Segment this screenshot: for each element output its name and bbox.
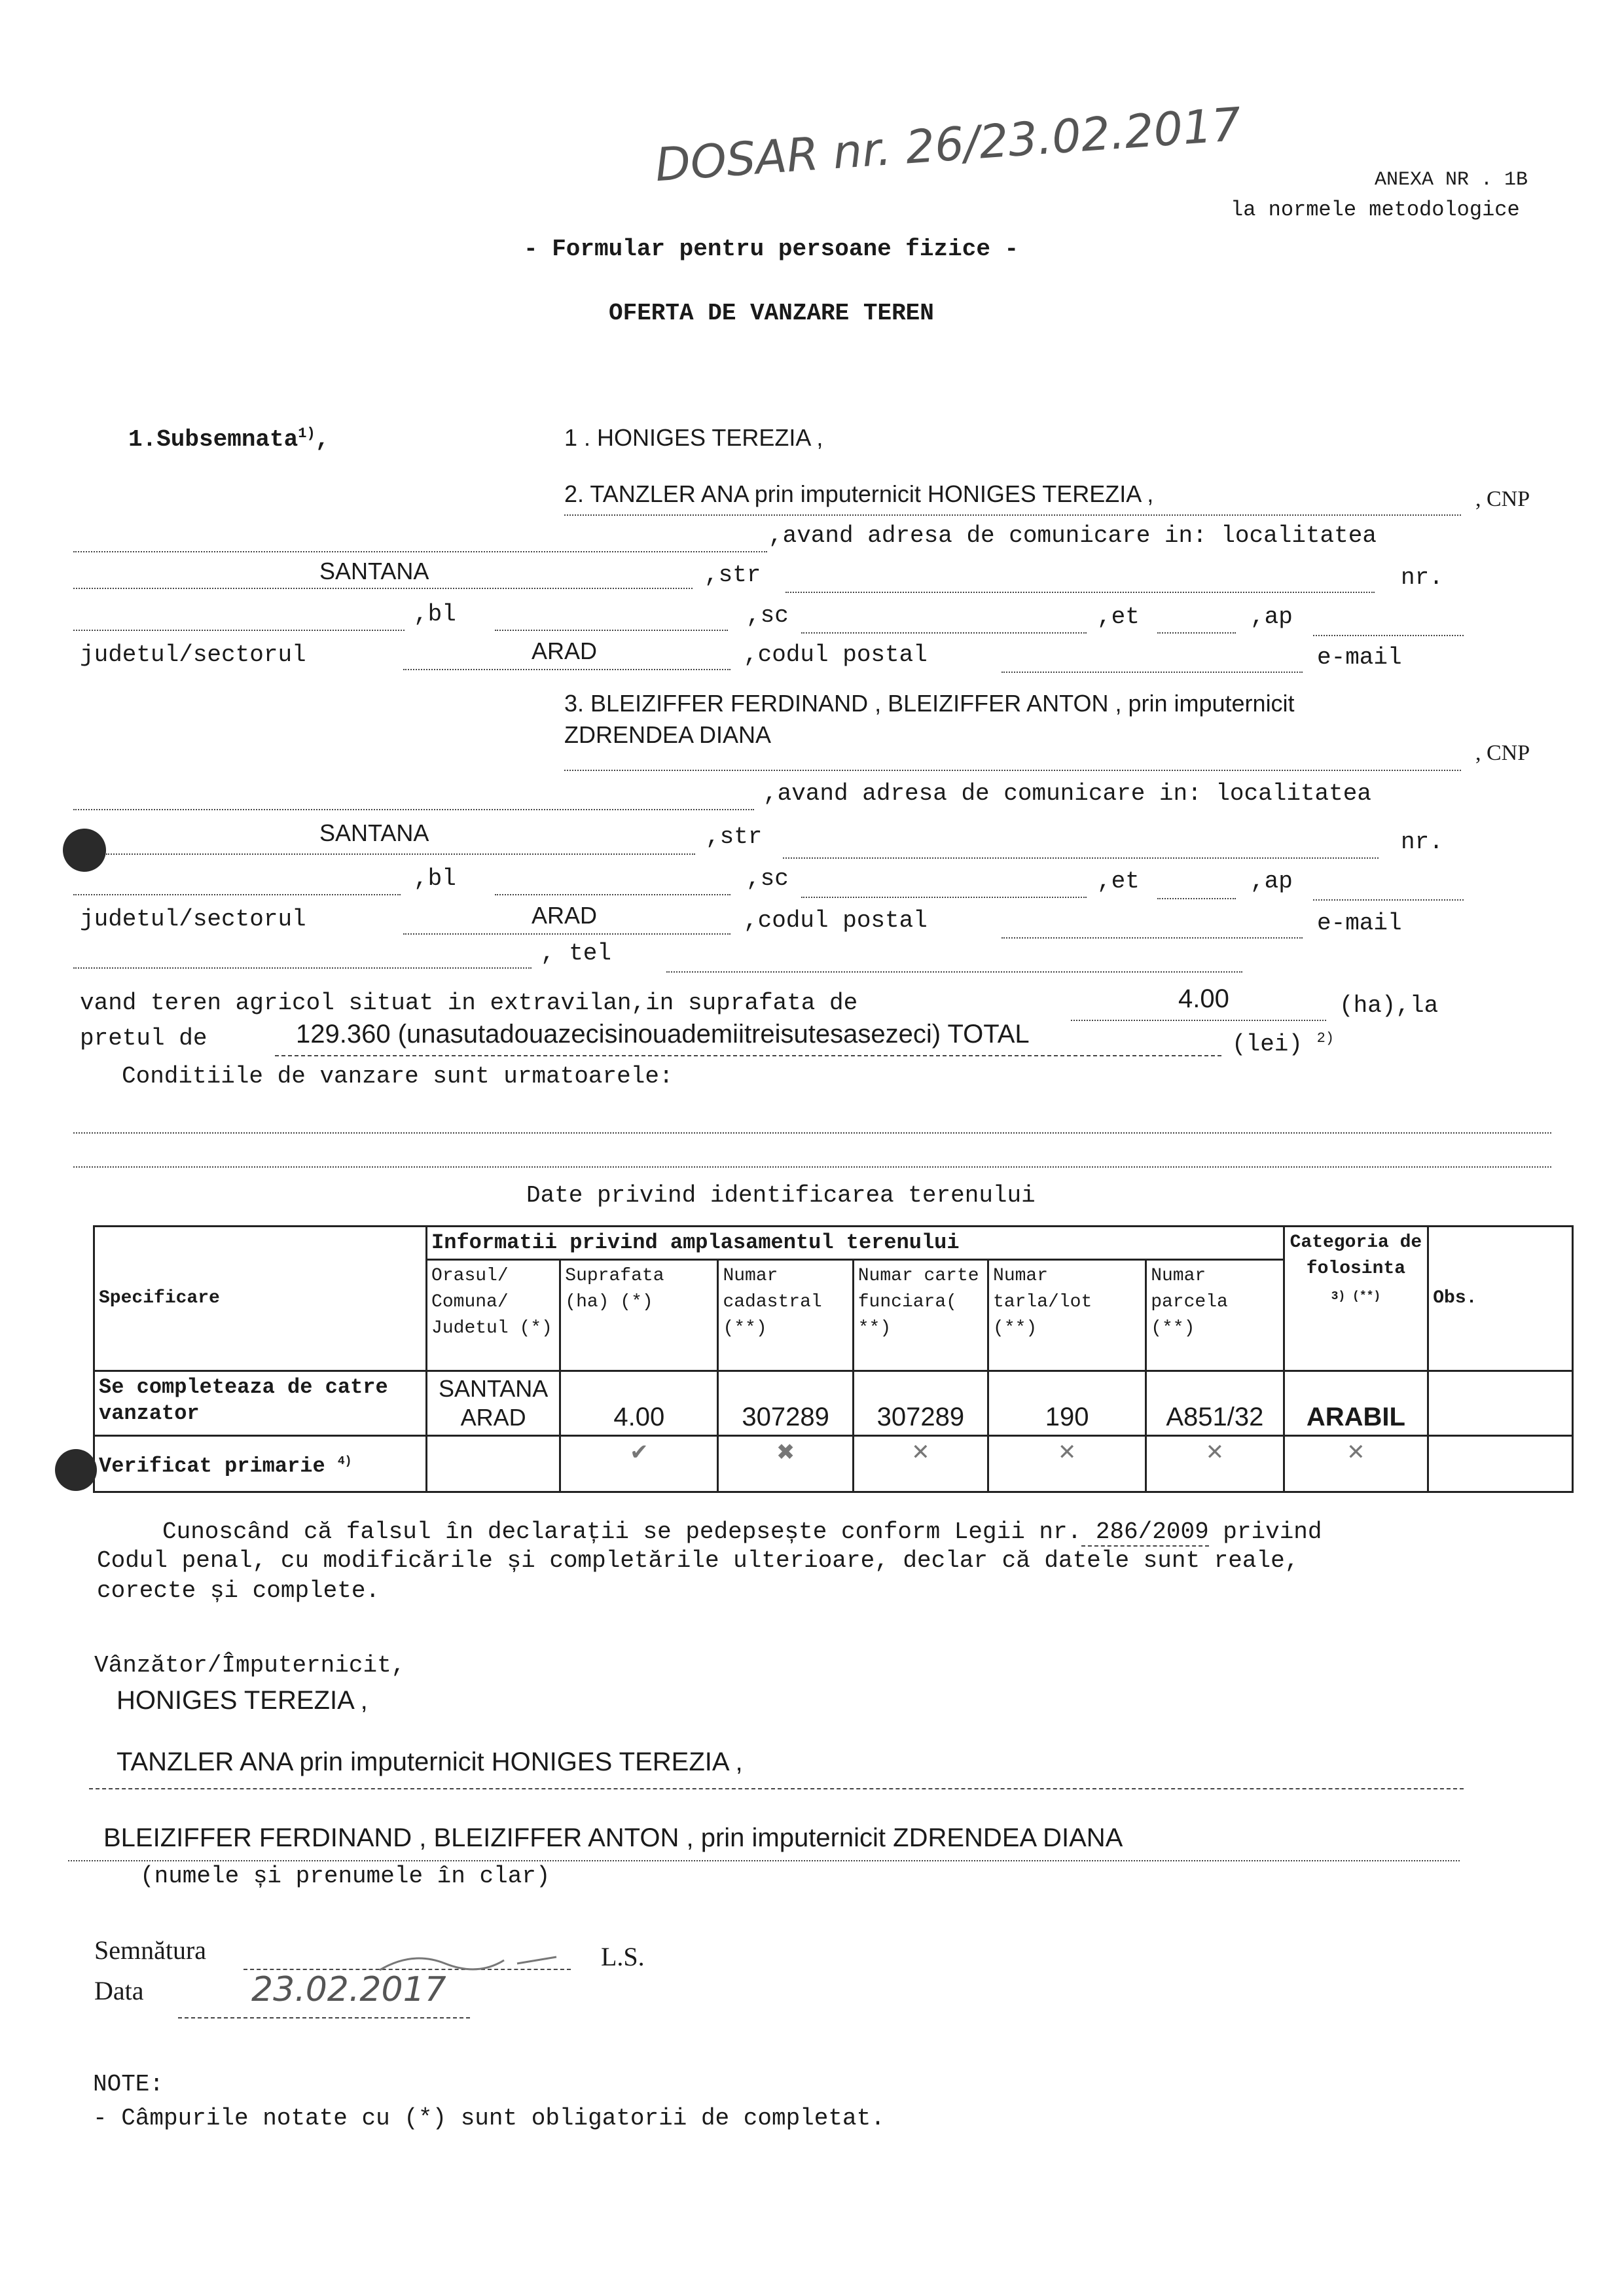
declaration-line-1: Cunoscând că falsul în declarații se pedepsește conform Legii nr. 286/2009 privind: [162, 1518, 1322, 1545]
currency-label: (lei) $^{2)}$: [1232, 1030, 1335, 1058]
nr-label-2: nr.: [1401, 829, 1443, 855]
conditions-field-2[interactable]: [73, 1166, 1551, 1168]
county-1: ARAD: [532, 637, 598, 664]
nr-field-2[interactable]: [73, 894, 401, 895]
postal-field-2[interactable]: [1001, 937, 1303, 939]
signer-2: TANZLER ANA prin imputernicit HONIGES TEREZIA ,: [117, 1748, 743, 1776]
signer-1: HONIGES TEREZIA ,: [117, 1686, 368, 1715]
declaration-line-3: corecte și complete.: [97, 1577, 380, 1604]
signers-label: Vânzător/Împuternicit,: [94, 1652, 406, 1679]
locality-1: SANTANA: [319, 558, 429, 584]
signer-3: BLEIZIFFER FERDINAND , BLEIZIFFER ANTON , prin imputernicit ZDRENDEA DIANA: [103, 1823, 1123, 1852]
cell-oras: SANTANA ARAD: [427, 1371, 560, 1436]
cell-cadastral: 307289: [718, 1371, 853, 1436]
table-row: [94, 1436, 1573, 1492]
date-label: Data: [94, 1976, 144, 2005]
row-primarie-label: Verificat primarie $^{4)}$: [94, 1436, 427, 1492]
price-line: [275, 1055, 1221, 1056]
bl-label-1: ,bl: [414, 601, 456, 628]
tel-field[interactable]: [666, 971, 1242, 973]
check-mark-icon: ✔: [560, 1436, 718, 1492]
cross-mark-icon: ✕: [1284, 1436, 1428, 1492]
email-label-2: e-mail: [1317, 910, 1402, 937]
et-field-2[interactable]: [1157, 898, 1236, 899]
street-field-1[interactable]: [785, 592, 1375, 593]
cell-primarie-oras[interactable]: [427, 1436, 560, 1492]
cross-mark-icon: ✕: [853, 1436, 988, 1492]
sale-text: vand teren agricol situat in extravilan,in suprafata de: [80, 990, 858, 1016]
row-vanzator-label: Se completeaza de catre vanzator: [94, 1371, 427, 1436]
signature-label: Semnătura: [94, 1935, 207, 1965]
cnp-field-1[interactable]: [73, 551, 767, 552]
tel-label: , tel: [541, 940, 612, 967]
locality-2: SANTANA: [319, 819, 429, 846]
ap-label-2: ,ap: [1250, 868, 1293, 895]
seller-3-line-2: ZDRENDEA DIANA: [564, 721, 772, 748]
cross-mark-icon: ✕: [1146, 1436, 1284, 1492]
sc-label-2: ,sc: [746, 865, 789, 892]
form-kind: - Formular pentru persoane fizice -: [524, 236, 1019, 262]
county-line-1: [403, 669, 731, 670]
sc-field-2[interactable]: [801, 897, 1087, 898]
page-title: OFERTA DE VANZARE TEREN: [609, 300, 934, 327]
cnp-label-1: , CNP: [1475, 487, 1530, 511]
punch-hole-mark: [55, 1449, 97, 1491]
address-intro-2: ,avand adresa de comunicare in: localitatea: [763, 780, 1371, 807]
sc-label-1: ,sc: [746, 602, 789, 629]
ap-field-2[interactable]: [1313, 899, 1464, 901]
county-line-2: [403, 933, 731, 935]
ap-field-1[interactable]: [1313, 635, 1464, 636]
cell-categorie: ARABIL: [1284, 1371, 1428, 1436]
col-carte-funciara: Numar carte funciara( **): [853, 1260, 988, 1371]
cell-suprafata: 4.00: [560, 1371, 718, 1436]
seller-1: 1 . HONIGES TEREZIA ,: [564, 424, 823, 451]
cnp-field-2[interactable]: [73, 809, 754, 810]
sale-area-unit: (ha),la: [1339, 992, 1439, 1019]
sale-area-line: [1071, 1020, 1326, 1021]
et-label-1: ,et: [1097, 603, 1140, 630]
col-suprafata: Suprafata (ha) (*): [560, 1260, 718, 1371]
cell-parcela: A851/32: [1146, 1371, 1284, 1436]
ap-label-1: ,ap: [1250, 603, 1293, 630]
street-label-1: ,str: [704, 562, 761, 588]
punch-hole-mark: [63, 829, 106, 872]
col-obs: Obs.: [1428, 1227, 1573, 1371]
subsemnata-label: 1.Subsemnata$^{1)}$,: [128, 425, 330, 453]
et-label-2: ,et: [1097, 868, 1140, 895]
seller-2-line: [564, 514, 1461, 516]
signer-3-line: [68, 1860, 1460, 1861]
col-parcela: Numar parcela (**): [1146, 1260, 1284, 1371]
land-table: [93, 1225, 1574, 1493]
notes-title: NOTE:: [93, 2071, 164, 2098]
price-label: pretul de: [80, 1025, 208, 1052]
postal-label-1: ,codul postal: [744, 641, 928, 668]
signer-2-line: [89, 1788, 1464, 1789]
postal-field-1[interactable]: [1001, 672, 1303, 673]
date-value: 23.02.2017: [251, 1970, 446, 2009]
county-label-1: judetul/sectorul: [80, 641, 306, 668]
street-label-2: ,str: [706, 823, 763, 850]
group-header: Informatii privind amplasamentul terenului: [427, 1227, 1284, 1260]
address-intro-1: ,avand adresa de comunicare in: localitatea: [768, 522, 1377, 549]
annex-subtitle: la normele metodologice: [1231, 198, 1520, 222]
bl-label-2: ,bl: [414, 865, 456, 892]
col-specificare: Specificare: [94, 1227, 427, 1371]
conditions-field-1[interactable]: [73, 1132, 1551, 1134]
postal-label-2: ,codul postal: [744, 907, 928, 934]
bl-field-1[interactable]: [495, 630, 728, 631]
annex-label: ANEXA NR . 1B: [1375, 169, 1528, 191]
cell-carte-funciara: 307289: [853, 1371, 988, 1436]
locality-line-1: [73, 588, 693, 589]
nr-label-1: nr.: [1401, 564, 1443, 591]
cnp-label-2: , CNP: [1475, 741, 1530, 765]
et-field-1[interactable]: [1157, 632, 1236, 634]
county-label-2: judetul/sectorul: [80, 906, 306, 933]
price-value: 129.360 (unasutadouazecisinouademiitreisutesasezeci) TOTAL: [296, 1020, 1030, 1049]
cell-tarla: 190: [988, 1371, 1146, 1436]
street-field-2[interactable]: [783, 857, 1379, 859]
county-2: ARAD: [532, 902, 598, 929]
col-cadastral: Numar cadastral (**): [718, 1260, 853, 1371]
conditions-label: Conditiile de vanzare sunt urmatoarele:: [122, 1063, 674, 1090]
seller-3-line-1: 3. BLEIZIFFER FERDINAND , BLEIZIFFER ANTON , prin imputernicit: [564, 690, 1295, 717]
note-1: - Câmpurile notate cu (*) sunt obligatorii de completat.: [93, 2105, 885, 2132]
col-categoria: Categoria de folosinta 3) (**): [1284, 1227, 1428, 1371]
name-hint: (numele și prenumele în clar): [140, 1863, 550, 1890]
col-tarla: Numar tarla/lot (**): [988, 1260, 1146, 1371]
table-title: Date privind identificarea terenului: [526, 1182, 1036, 1209]
email-field-2[interactable]: [73, 967, 532, 969]
date-line: [178, 2017, 470, 2018]
seller-3-line: [564, 770, 1461, 771]
col-oras: Orasul/ Comuna/ Judetul (*): [427, 1260, 560, 1371]
cell-primarie-obs[interactable]: [1428, 1436, 1573, 1492]
email-label-1: e-mail: [1317, 644, 1402, 671]
cell-obs: [1428, 1371, 1573, 1436]
seller-2: 2. TANZLER ANA prin imputernicit HONIGES TEREZIA ,: [564, 480, 1154, 507]
bl-field-2[interactable]: [495, 894, 731, 895]
declaration-line-2: Codul penal, cu modificările și completările ulterioare, declar că datele sunt reale,: [97, 1547, 1299, 1574]
cross-mark-icon: ✖: [718, 1436, 853, 1492]
sc-field-1[interactable]: [801, 632, 1087, 634]
locality-line-2: [106, 853, 695, 855]
cross-mark-icon: ✕: [988, 1436, 1146, 1492]
nr-field-1[interactable]: [73, 630, 405, 631]
table-row: [94, 1371, 1573, 1436]
handwritten-file-number: DOSAR nr. 26/23.02.2017: [653, 97, 1243, 192]
sale-area: 4.00: [1178, 984, 1229, 1013]
ls-label: L.S.: [601, 1942, 645, 1971]
